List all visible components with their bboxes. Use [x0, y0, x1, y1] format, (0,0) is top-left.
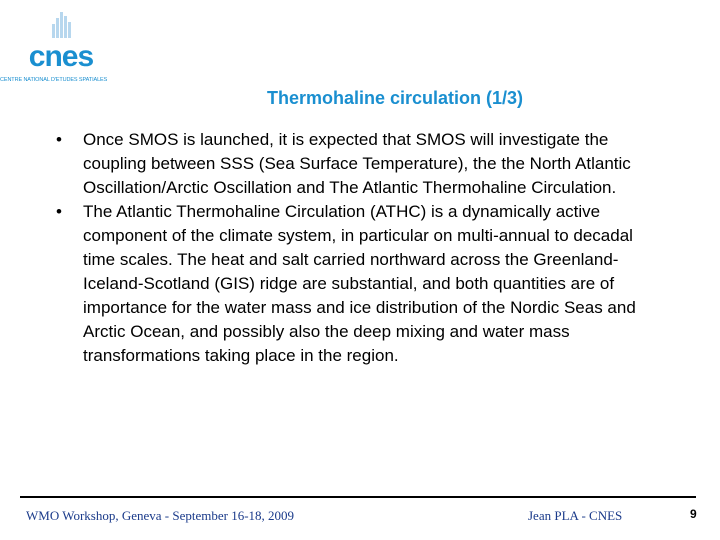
bullet-item	[56, 200, 656, 368]
cnes-logo	[0, 10, 120, 88]
page-number: 9	[690, 507, 697, 521]
bullet-dot: •	[56, 130, 62, 149]
bullet-dot: •	[56, 202, 62, 221]
bullet-text: Once SMOS is launched, it is expected that SMOS will investigate the coupling between SSS (Sea Surface Temperature), the the North Atlantic Oscillation/Arctic Oscillation and The Atlantic Thermohaline Circulation.	[83, 130, 631, 197]
bullet-text: The Atlantic Thermohaline Circulation (ATHC) is a dynamically active component of the climate system, in particular on multi-annual to decadal time scales. The heat and salt carried northward across the Greenland-Iceland-Scotland (GIS) ridge are substantial, and both quantities are of importance for the water mass and ice distribution of the Nordic Seas and Arctic Ocean, and possibly also the deep mixing and water mass transformations taking place in the region.	[83, 202, 636, 365]
footer-author: Jean PLA - CNES	[528, 508, 623, 523]
cnes-logo-graphic	[26, 10, 96, 74]
slide-title: Thermohaline circulation (1/3)	[266, 88, 524, 108]
logo-subtitle: CENTRE NATIONAL D'ETUDES SPATIALES	[0, 77, 108, 83]
logo-wordmark: cnes	[28, 40, 94, 73]
bullet-item	[56, 128, 656, 200]
footer-divider	[20, 496, 696, 498]
footer-event: WMO Workshop, Geneva - September 16-18, 2009	[26, 508, 295, 523]
bullet-list	[56, 128, 656, 368]
